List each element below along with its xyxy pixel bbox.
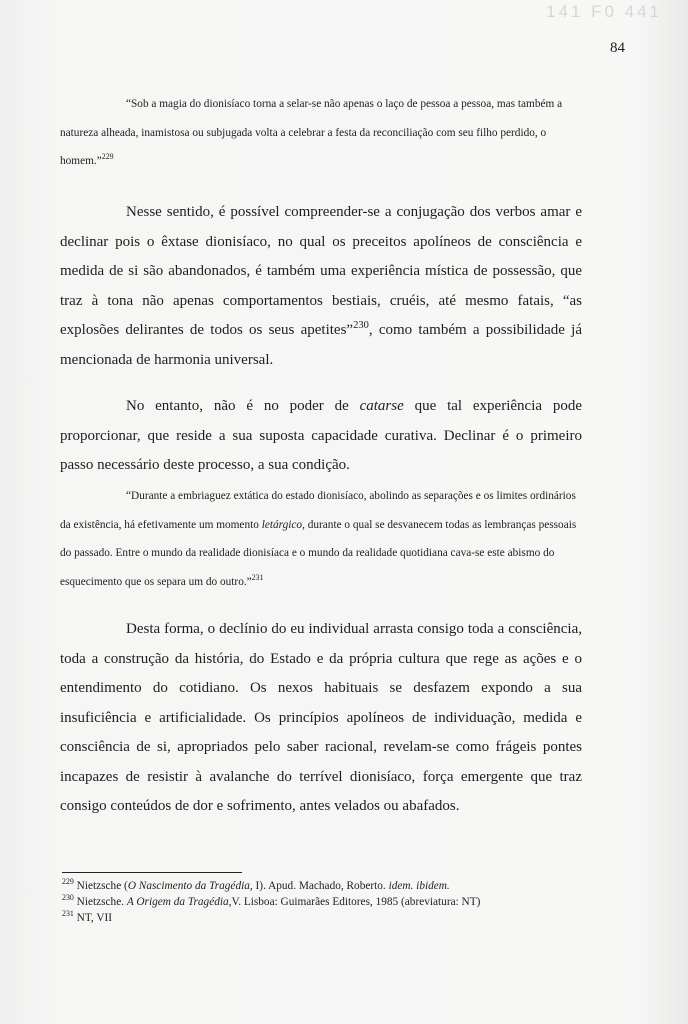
footnote-ref-231: 231 xyxy=(251,572,264,582)
paragraph-1 xyxy=(60,198,582,375)
footnotes xyxy=(62,878,622,926)
paragraph-text: No entanto, não é no poder de xyxy=(126,398,360,414)
footnote-ref-229: 229 xyxy=(101,152,114,162)
archive-stamp: 141 F0 441 xyxy=(545,2,662,21)
footnote-231: $^{231}$ NT, VII xyxy=(62,909,113,924)
italic-term-catarse: catarse xyxy=(359,398,404,414)
footnote-divider xyxy=(62,872,242,873)
quote-text: “Durante a embriaguez extática do estado dionisíaco, abolindo as separações e os limites ordinários da existência, há efetivamente um momento xyxy=(60,490,576,531)
paragraph-text-cont: que tal experiência pode proporcionar, que reside a sua suposta capacidade curativa. Declinar é o primeiro passo necessário deste processo, a sua condição. xyxy=(60,398,582,473)
paragraph-3 xyxy=(60,615,582,822)
italic-term-letargico: letárgico xyxy=(261,518,303,531)
footnote-229: $^{229}$ Nietzsche (O Nascimento da Tragédia, I). Apud. Machado, Roberto. idem. ibidem. xyxy=(62,877,450,892)
quote-text-cont: , durante o qual se desvanecem todas as lembranças pessoais do passado. Entre o mundo da realidade dionisíaca e o mundo da realidade quotidiana cava-se este abismo do esquecimento que os separa um do outro.” xyxy=(60,518,577,588)
quote-text: “Sob a magia do dionisíaco torna a selar-se não apenas o laço de pessoa a pessoa, mas também a natureza alheada, inamistosa ou subjugada volta a celebrar a festa da reconciliação com seu filho perdido, o homem.” xyxy=(60,98,563,167)
footnote-230: $^{230}$ Nietzsche. A Origem da Tragédia,V. Lisboa: Guimarães Editores, 1985 (abreviatura: NT) xyxy=(62,893,481,908)
page-number: 84 xyxy=(610,40,625,56)
paragraph-2 xyxy=(60,392,582,481)
footnote-ref-230: 230 xyxy=(353,320,369,331)
block-quote-231 xyxy=(60,482,580,596)
block-quote-229 xyxy=(60,90,580,176)
paragraph-text: Nesse sentido, é possível compreender-se a conjugação dos verbos amar e declinar pois o êxtase dionisíaco, no qual os preceitos apolíneos de consciência e medida de si são abandonados, é também uma experiência mística de possessão, que traz à tona não apenas comportamentos bestiais, cruéis, até mesmo fatais, “as explosões delirantes de todos os seus apetites” xyxy=(60,204,582,338)
paragraph-text: Desta forma, o declínio do eu individual arrasta consigo toda a consciência, toda a construção da história, do Estado e da própria cultura que rege as ações e o entendimento do cotidiano. Os nexos habituais se desfazem expondo a sua insuficiência e artificialidade. Os princípios apolíneos de individuação, medida e consciência de si, apropriados pelo saber racional, revelam-se como frágeis pontes incapazes de resistir à avalanche do terrível dionisíaco, força emergente que traz consigo conteúdos de dor e sofrimento, antes velados ou abafados. xyxy=(60,621,582,814)
paragraph-text-cont: , como também a possibilidade já mencionada de harmonia universal. xyxy=(60,322,582,368)
